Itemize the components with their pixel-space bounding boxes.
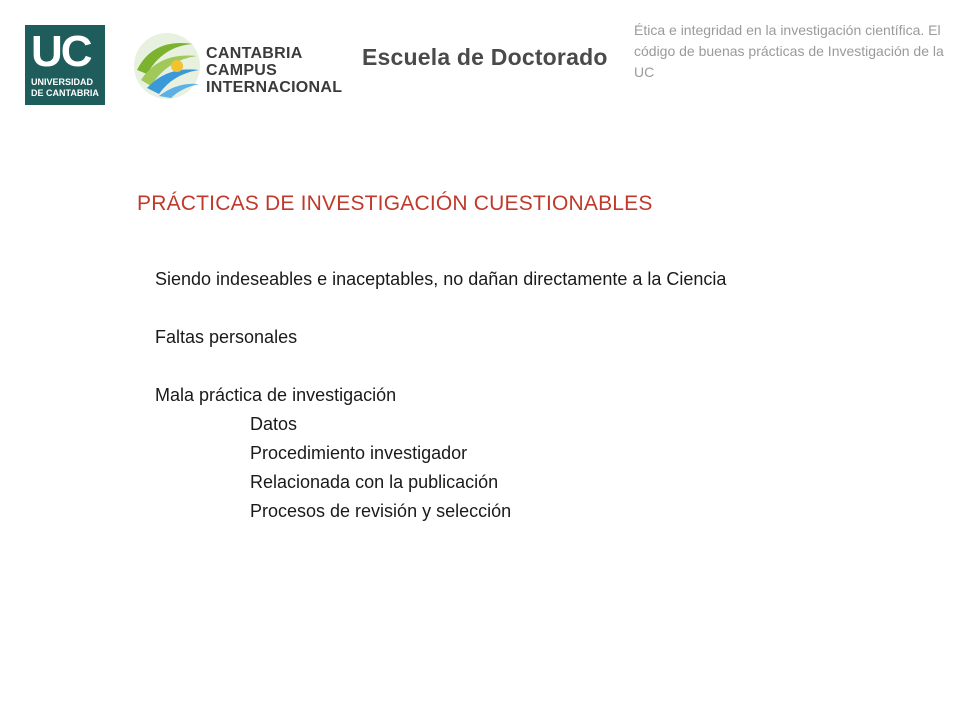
campus-line3: INTERNACIONAL (206, 79, 343, 96)
campus-line2: CAMPUS (206, 62, 278, 79)
header-note: Ética e integridad en la investigación científica. El código de buenas prácticas de Investigación de la UC (634, 22, 944, 80)
sub-list-item: Relacionada con la publicación (250, 472, 499, 492)
sub-list-item: Procedimiento investigador (250, 443, 468, 463)
campus-line1: CANTABRIA (206, 45, 303, 62)
sub-list-item: Procesos de revisión y selección (250, 501, 512, 521)
campus-logo-text (206, 45, 342, 96)
uc-logo-line1: UNIVERSIDAD (31, 77, 94, 87)
campus-logo (133, 30, 343, 102)
school-name: Escuela de Doctorado (362, 44, 608, 70)
intro-text: Siendo indeseables e inaceptables, no dañan directamente a la Ciencia (155, 269, 727, 289)
list-item: Faltas personales (155, 327, 298, 347)
uc-logo-line2: DE CANTABRIA (31, 88, 99, 98)
uc-logo-name (31, 77, 99, 99)
slide-title: PRÁCTICAS DE INVESTIGACIÓN CUESTIONABLES (137, 192, 653, 215)
uc-logo (25, 25, 105, 105)
sub-list-item: Datos (250, 414, 298, 434)
uc-logo-initials: UC (31, 27, 91, 76)
slide-content (155, 265, 726, 526)
campus-emblem-icon (133, 30, 203, 102)
spacer (155, 352, 726, 381)
spacer (155, 294, 726, 323)
list-item: Mala práctica de investigación (155, 385, 397, 405)
